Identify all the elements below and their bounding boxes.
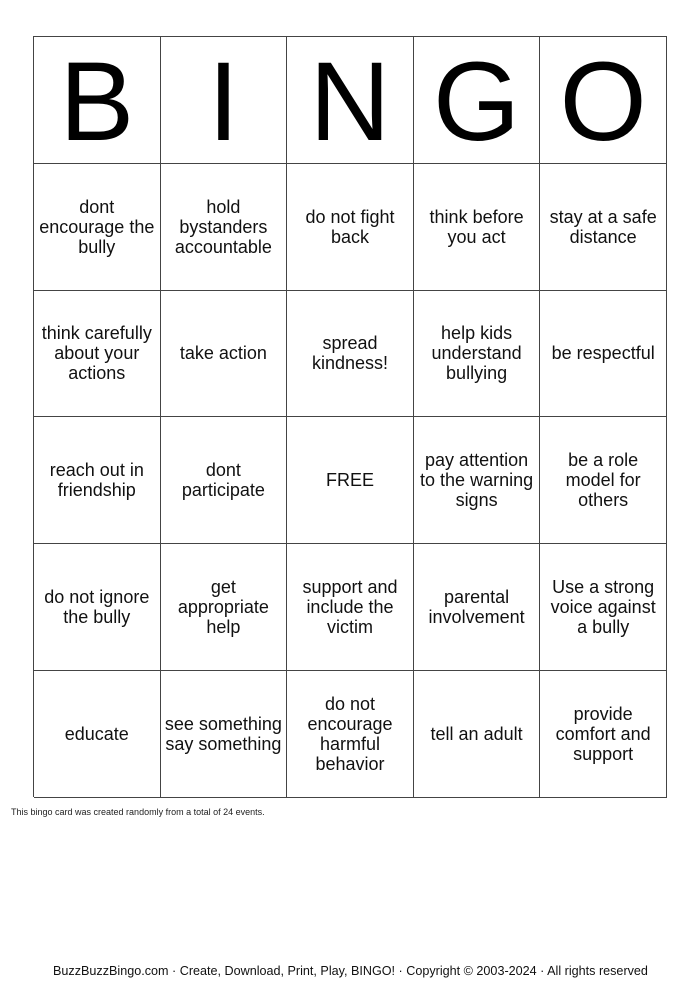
bingo-cell: be a role model for others [540, 417, 667, 544]
generation-note: This bingo card was created randomly from a total of 24 events. [11, 807, 265, 817]
header-letter-n: N [287, 37, 414, 164]
bingo-cell: hold bystanders accountable [161, 164, 288, 291]
header-letter-b: B [34, 37, 161, 164]
header-letter-g: G [414, 37, 541, 164]
header-letter-i: I [161, 37, 288, 164]
bingo-card [33, 36, 667, 797]
bingo-cell: educate [34, 671, 161, 798]
bingo-cell: think before you act [414, 164, 541, 291]
bingo-cell: do not encourage harmful behavior [287, 671, 414, 798]
header-letter-o: O [540, 37, 667, 164]
bingo-cell: see something say something [161, 671, 288, 798]
bingo-cell: support and include the victim [287, 544, 414, 671]
bingo-cell: Use a strong voice against a bully [540, 544, 667, 671]
bingo-cell: do not ignore the bully [34, 544, 161, 671]
bingo-cell: parental involvement [414, 544, 541, 671]
bingo-cell: get appropriate help [161, 544, 288, 671]
bingo-cell: be respectful [540, 291, 667, 418]
bingo-cell: do not fight back [287, 164, 414, 291]
bingo-cell: spread kindness! [287, 291, 414, 418]
bingo-cell: take action [161, 291, 288, 418]
site-footer: BuzzBuzzBingo.com · Create, Download, Print, Play, BINGO! · Copyright © 2003-2024 · All rights reserved [53, 964, 648, 978]
bingo-cell: provide comfort and support [540, 671, 667, 798]
bingo-cell: help kids understand bullying [414, 291, 541, 418]
bingo-cell: stay at a safe distance [540, 164, 667, 291]
bingo-cell: dont participate [161, 417, 288, 544]
bingo-cell: tell an adult [414, 671, 541, 798]
bingo-cell: pay attention to the warning signs [414, 417, 541, 544]
bingo-cell: think carefully about your actions [34, 291, 161, 418]
bingo-cell: reach out in friendship [34, 417, 161, 544]
free-space-cell: FREE [287, 417, 414, 544]
bingo-cell: dont encourage the bully [34, 164, 161, 291]
